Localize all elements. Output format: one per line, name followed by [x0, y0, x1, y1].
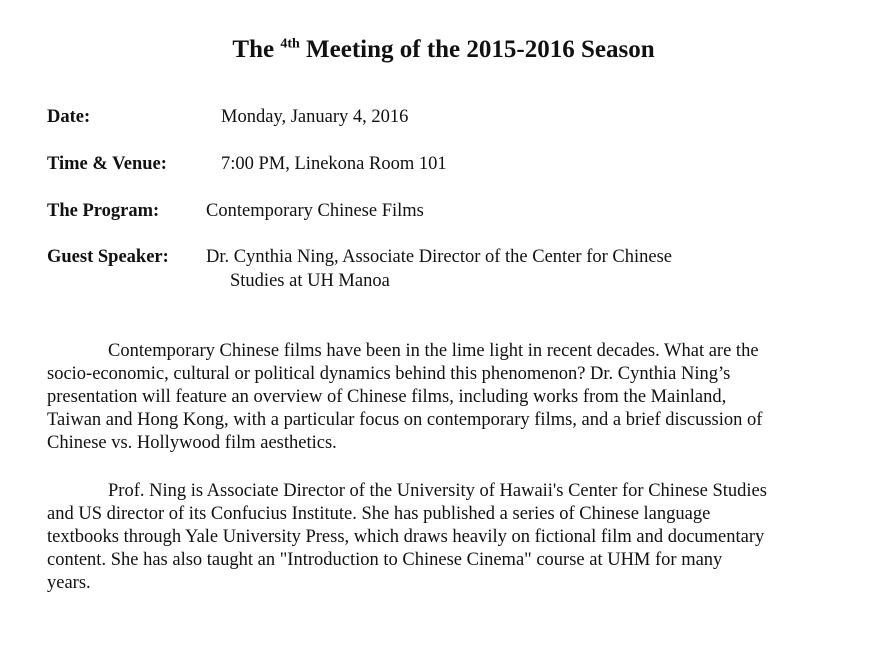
paragraph-line: Prof. Ning is Associate Director of the University of Hawaii's Center for Chinese Studies — [108, 481, 767, 501]
paragraph-line: Taiwan and Hong Kong, with a particular focus on contemporary films, and a brief discussion of — [47, 410, 763, 430]
guest-speaker-value: Dr. Cynthia Ning, Associate Director of the Center for Chinese — [206, 247, 672, 267]
program-value: Contemporary Chinese Films — [206, 201, 424, 221]
description-paragraph — [47, 340, 842, 455]
paragraph-line: Chinese vs. Hollywood film aesthetics. — [47, 433, 337, 453]
paragraph-line: Contemporary Chinese films have been in the lime light in recent decades. What are the — [108, 341, 759, 361]
paragraph-line: content. She has also taught an "Introduction to Chinese Cinema" course at UHM for many — [47, 550, 723, 570]
paragraph-line: socio-economic, cultural or political dynamics behind this phenomenon? Dr. Cynthia Ning’s — [47, 364, 731, 384]
page-title — [0, 34, 887, 66]
title-suffix: Meeting of the 2015-2016 Season — [299, 36, 655, 63]
time-venue-label: Time & Venue: — [47, 154, 167, 174]
title-ordinal: 4th — [280, 36, 300, 52]
title-prefix: The — [232, 36, 281, 63]
paragraph-line: years. — [47, 573, 91, 593]
speaker-bio-paragraph — [47, 480, 842, 595]
guest-speaker-value-continued: Studies at UH Manoa — [230, 271, 390, 291]
paragraph-line: presentation will feature an overview of Chinese films, including works from the Mainland, — [47, 387, 727, 407]
date-label: Date: — [47, 107, 91, 127]
guest-speaker-label: Guest Speaker: — [47, 247, 169, 267]
time-venue-value: 7:00 PM, Linekona Room 101 — [221, 154, 447, 174]
program-label: The Program: — [47, 201, 160, 221]
paragraph-line: textbooks through Yale University Press, which draws heavily on fictional film and documentary — [47, 527, 765, 547]
paragraph-line: and US director of its Confucius Institute. She has published a series of Chinese language — [47, 504, 711, 524]
date-value: Monday, January 4, 2016 — [221, 107, 409, 127]
